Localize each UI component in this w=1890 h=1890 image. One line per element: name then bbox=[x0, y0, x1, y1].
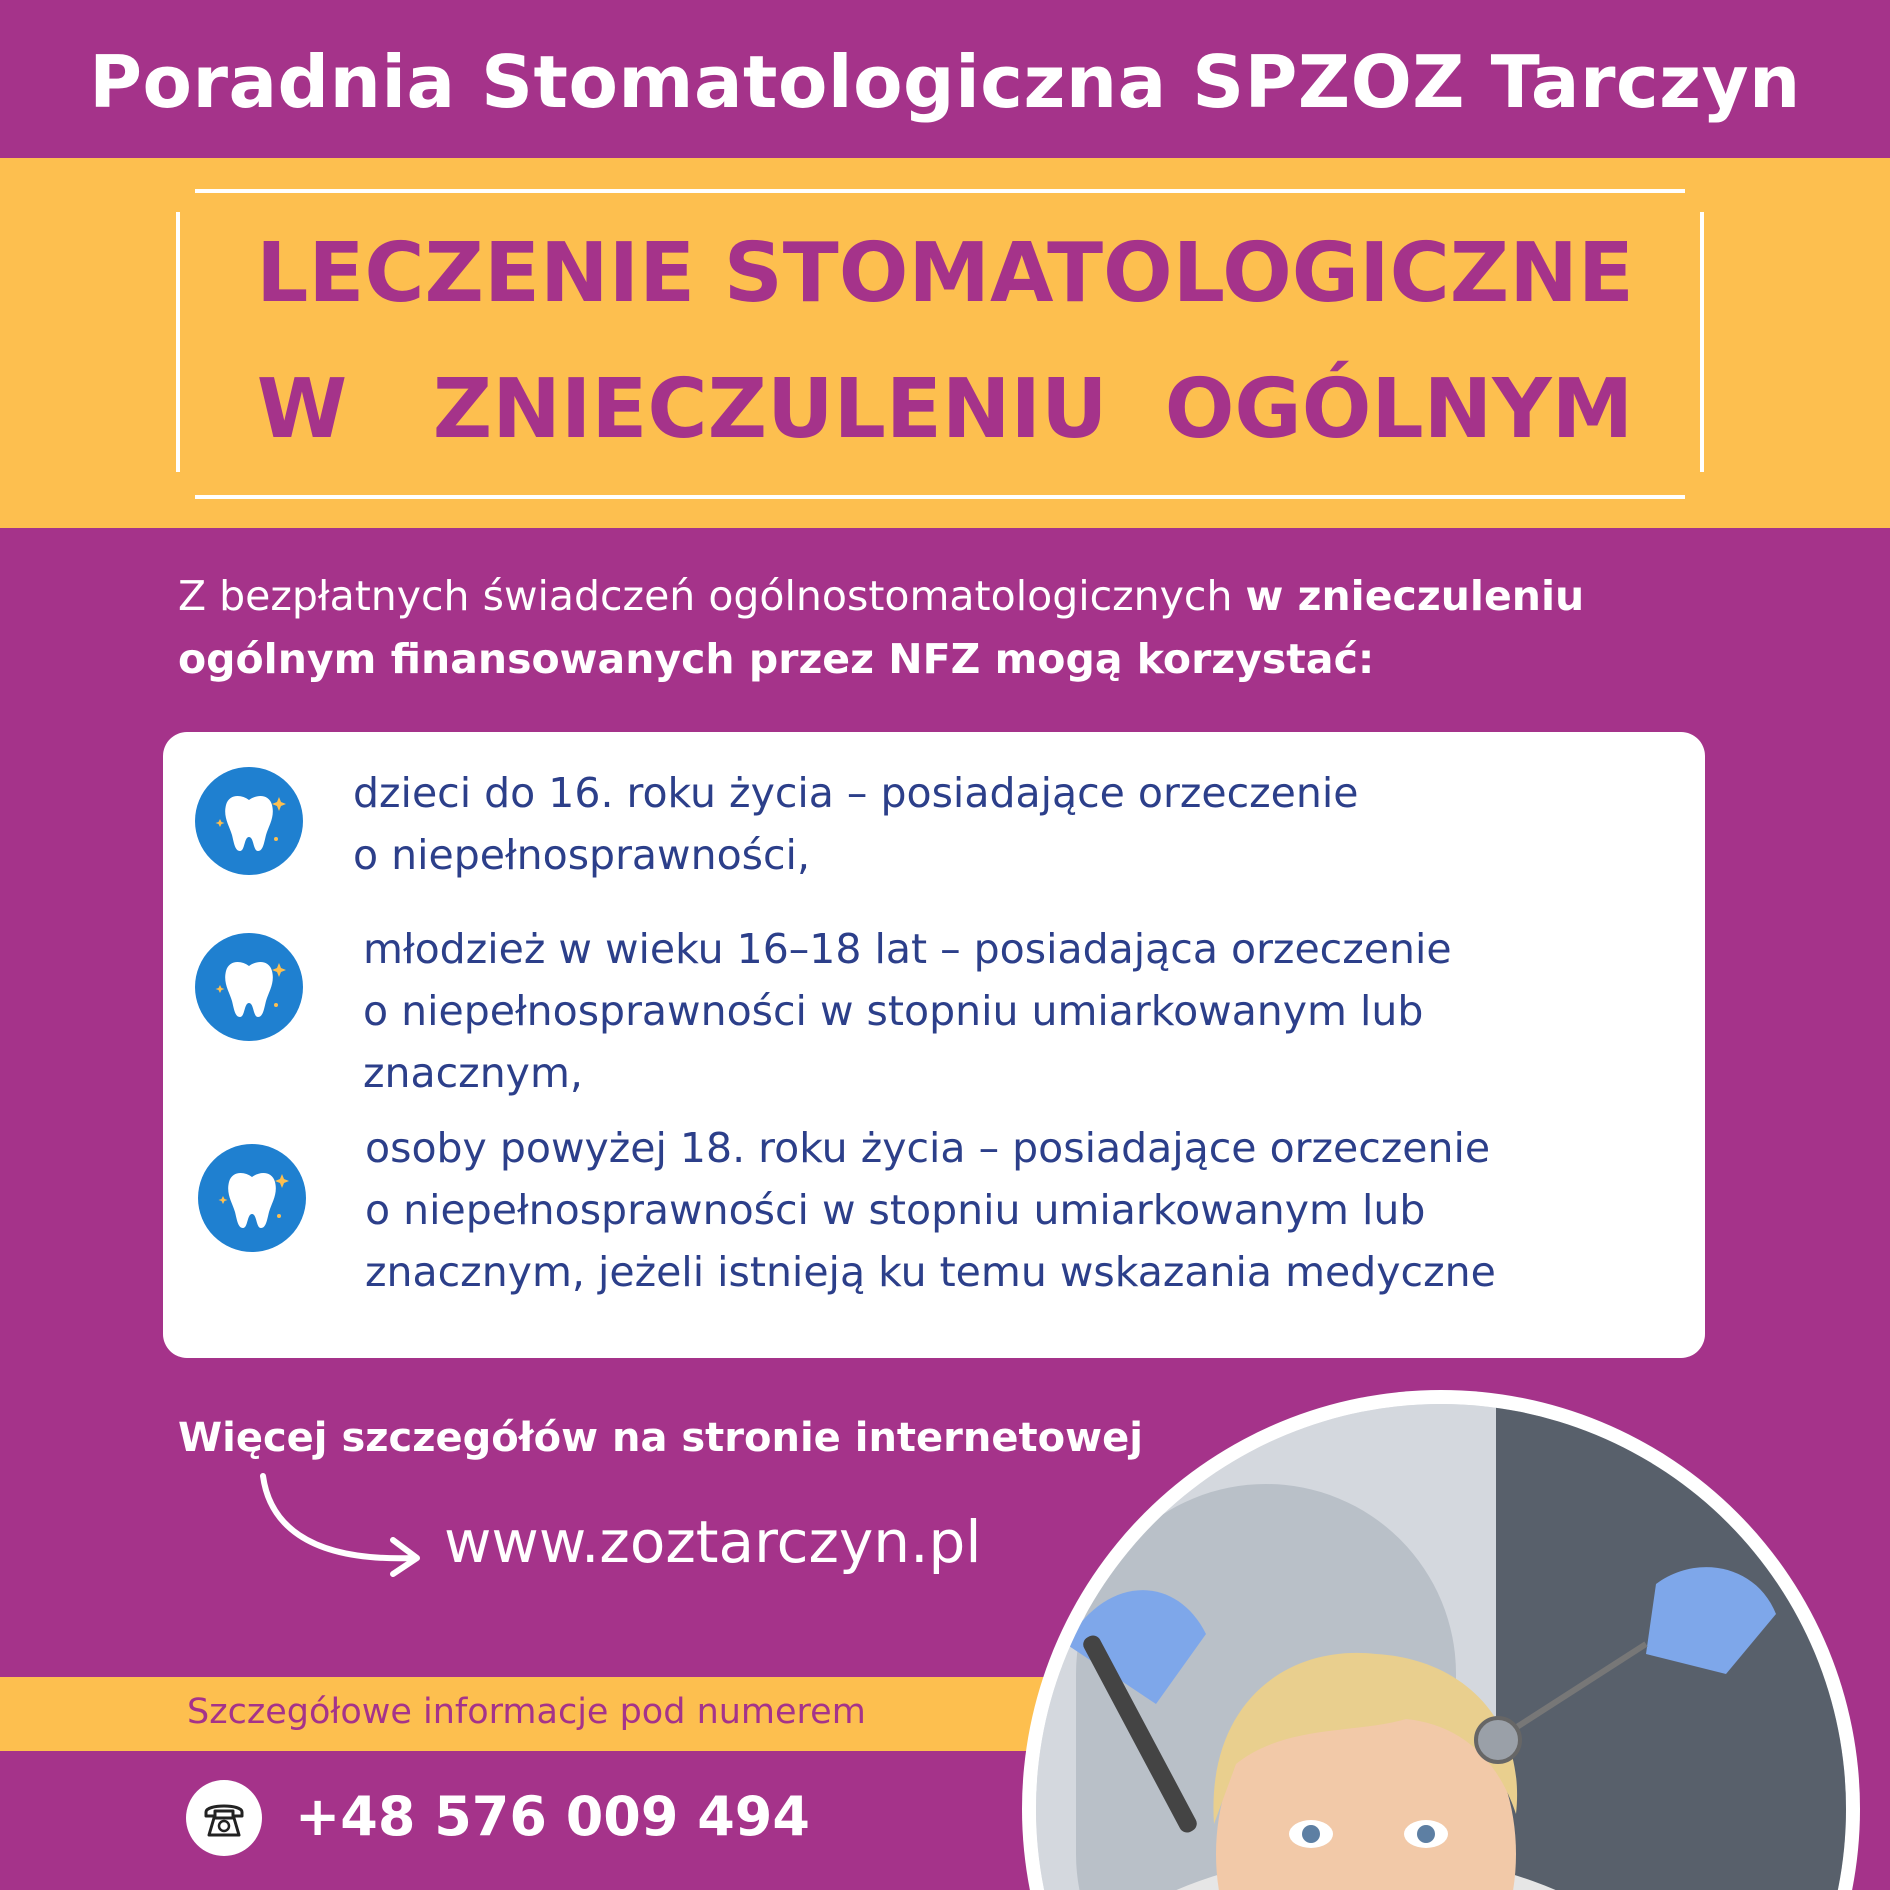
eligibility-item-1-line-1: dzieci do 16. roku życia – posiadające orzeczenie bbox=[353, 769, 1359, 817]
tooth-icon bbox=[195, 933, 303, 1041]
tooth-icon bbox=[198, 1144, 306, 1252]
intro-regular: Z bezpłatnych świadczeń ogólnostomatologicznych bbox=[178, 572, 1246, 620]
headline-line-1: LECZENIE STOMATOLOGICZNE bbox=[256, 226, 1634, 321]
telephone-icon bbox=[186, 1780, 262, 1856]
contact-label: Szczegółowe informacje pod numerem bbox=[187, 1692, 866, 1732]
tooth-icon bbox=[195, 767, 303, 875]
website-link[interactable]: www.zoztarczyn.pl bbox=[444, 1508, 982, 1576]
eligibility-item-2-line-1: młodzież w wieku 16–18 lat – posiadająca orzeczenie bbox=[363, 925, 1452, 973]
arrow-icon bbox=[255, 1470, 435, 1580]
eligibility-item-3-line-3: znacznym, jeżeli istnieją ku temu wskazania medyczne bbox=[365, 1248, 1496, 1296]
headline-line-2: W ZNIECZULENIU OGÓLNYM bbox=[256, 362, 1634, 457]
frame-line-bottom bbox=[195, 495, 1685, 499]
intro-text bbox=[178, 565, 1738, 691]
eligibility-item-2-line-3: znacznym, bbox=[363, 1049, 583, 1097]
eligibility-item-1 bbox=[353, 762, 1358, 886]
eligibility-item-3-line-1: osoby powyżej 18. roku życia – posiadające orzeczenie bbox=[365, 1124, 1491, 1172]
intro-bold-1: w znieczuleniu bbox=[1245, 572, 1585, 620]
child-dentist-photo bbox=[1036, 1404, 1846, 1890]
eligibility-card bbox=[163, 732, 1705, 1358]
frame-line-top bbox=[195, 189, 1685, 193]
phone-number[interactable]: +48 576 009 494 bbox=[295, 1785, 810, 1848]
headline-band bbox=[0, 158, 1890, 528]
eligibility-item-2-line-2: o niepełnosprawności w stopniu umiarkowanym lub bbox=[363, 987, 1424, 1035]
eligibility-item-3-line-2: o niepełnosprawności w stopniu umiarkowanym lub bbox=[365, 1186, 1426, 1234]
eligibility-item-1-line-2: o niepełnosprawności, bbox=[353, 831, 810, 879]
page-title: Poradnia Stomatologiczna SPZOZ Tarczyn bbox=[89, 40, 1801, 124]
more-info-label: Więcej szczegółów na stronie internetowej bbox=[178, 1415, 1143, 1461]
eligibility-item-2 bbox=[363, 918, 1452, 1104]
frame-line-left bbox=[176, 212, 180, 472]
frame-line-right bbox=[1700, 212, 1704, 472]
eligibility-item-3 bbox=[365, 1117, 1496, 1303]
intro-bold-2: ogólnym finansowanych przez NFZ mogą korzystać: bbox=[178, 635, 1375, 683]
